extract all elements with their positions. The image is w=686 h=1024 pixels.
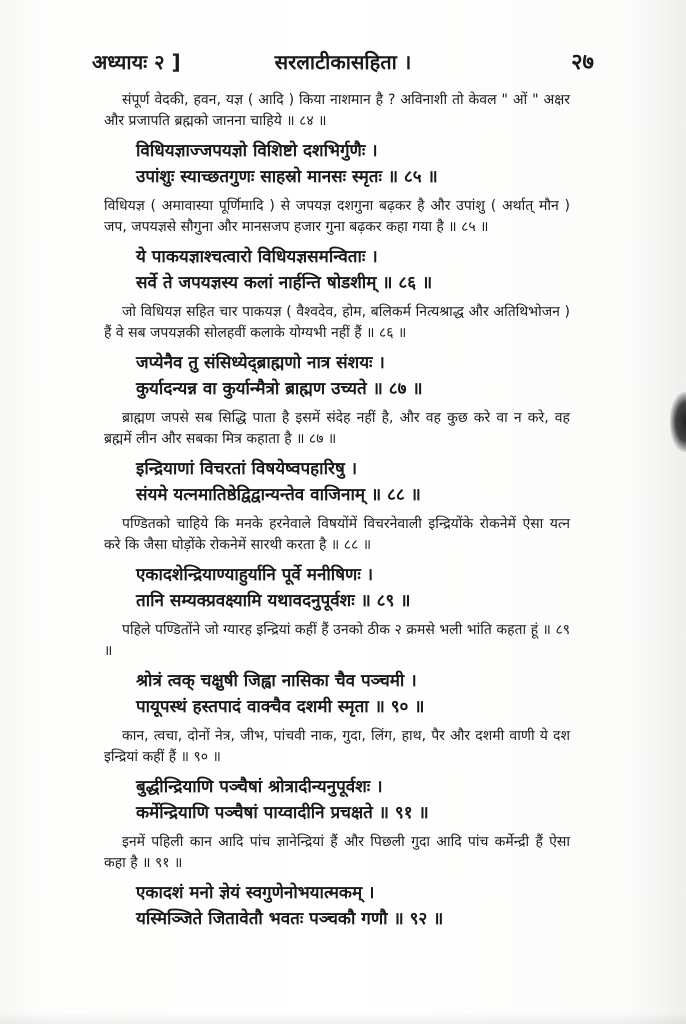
verse-line: संयमे यत्नमातिष्ठेद्विद्वान्यन्तेव वाजिनाम् ॥ ८८ ॥ [136,485,421,505]
sanskrit-verse [136,350,570,402]
sanskrit-verse [136,456,570,508]
verse-line: श्रोत्रं त्वक् चक्षुषी जिह्वा नासिका चैव पञ्चमी । [136,671,417,691]
verse-line: सर्वे ते जपयज्ञस्य कलां नार्हन्ति षोडशीम् ॥ ८६ ॥ [136,273,433,293]
verse-line: कुर्यादन्यन्न वा कुर्यान्मैत्रो ब्राह्मण उच्यते ॥ ८७ ॥ [136,379,423,399]
verse-line: विधियज्ञाज्जपयज्ञो विशिष्टो दशभिर्गुणैः । [136,141,378,161]
page-edge-shadow [0,1012,686,1024]
commentary-paragraph: ब्राह्मण जपसे सब सिद्धि पाता है इसमें संदेह नहीं है, और वह कुछ करे वा न करे, वह ब्रह्ममें लीन और सबका मित्र कहाता है ॥ ८७ ॥ [104,410,570,447]
commentary-paragraph: कान, त्वचा, दोनों नेत्र, जीभ, पांचवी नाक, गुदा, लिंग, हाथ, पैर और दशमी वाणी ये दश इन्द्रियां कहीं हैं ॥ ९० ॥ [104,728,570,765]
sanskrit-verse [136,244,570,296]
commentary-paragraph: जो विधियज्ञ सहित चार पाकयज्ञ ( वैश्वदेव, होम, बलिकर्म नित्यश्राद्ध और अतिथिभोजन ) हैं वे सब जपयज्ञकी सोलहवीं कलाके योग्यभी नहीं हैं ॥ ८६ ॥ [104,304,570,341]
page-number: २७ [571,50,594,75]
verse-line: एकादशं मनो ज्ञेयं स्वगुणेनोभयात्मकम् । [136,883,375,903]
book-spine-shadow [670,392,686,452]
commentary-paragraph: पहिले पण्डितोंने जो ग्यारह इन्द्रियां कहीं हैं उनको ठीक २ क्रमसे भली भांति कहता हूं ॥ ८९ ॥ [104,622,570,659]
page-body [104,84,570,938]
running-title: सरलाटीकासहिता । [274,50,412,74]
sanskrit-verse [136,562,570,614]
verse-line: जप्येनैव तु संसिध्येद्ब्राह्मणो नात्र संशयः । [136,353,385,373]
verse-line: यस्मिञ्जिते जितावेतौ भवतः पञ्चकौ गणौ ॥ ९२ ॥ [136,909,444,929]
sanskrit-verse [136,774,570,826]
page-header [92,44,594,78]
verse-line: ये पाकयज्ञाश्चत्वारो विधियज्ञसमन्विताः । [136,247,378,267]
verse-line: इन्द्रियाणां विचरतां विषयेष्वपहारिषु । [136,459,358,479]
verse-line: पायूपस्थं हस्तपादं वाक्चैव दशमी स्मृता ॥ ९० ॥ [136,697,425,717]
sanskrit-verse [136,138,570,190]
verse-line: उपांशुः स्याच्छतगुणः साहस्रो मानसः स्मृतः ॥ ८५ ॥ [136,167,438,187]
chapter-label: अध्यायः २ ] [92,50,181,74]
commentary-paragraph: विधियज्ञ ( अमावास्या पूर्णिमादि ) से जपयज्ञ दशगुना बढ़कर है और उपांशु ( अर्थात् मौन ) जप, जपयज्ञसे सौगुना और मानसजप हजार गुना बढ़कर कहा गया है ॥ ८५ ॥ [104,198,570,235]
commentary-paragraph: पण्डितको चाहिये कि मनके हरनेवाले विषयोंमें विचरनेवाली इन्द्रियोंके रोकनेमें ऐसा यत्न करे कि जैसा घोड़ोंके रोकनेमें सारथी करता है ॥ ८८ ॥ [104,516,570,553]
sanskrit-verse [136,668,570,720]
sanskrit-verse [136,880,570,932]
verse-line: बुद्धीन्द्रियाणि पञ्चैषां श्रोत्रादीन्यनुपूर्वशः । [136,777,383,797]
verse-line: एकादशेन्द्रियाण्याहुर्यानि पूर्वे मनीषिणः । [136,565,374,585]
verse-line: कर्मेन्द्रियाणि पञ्चैषां पाय्वादीनि प्रचक्षते ॥ ९१ ॥ [136,803,429,823]
commentary-paragraph: संपूर्ण वेदकी, हवन, यज्ञ ( आदि ) किया नाशमान है ? अविनाशी तो केवल " ओं " अक्षर और प्रजापति ब्रह्मको जानना चाहिये ॥ ८४ ॥ [104,92,570,129]
commentary-paragraph: इनमें पहिली कान आदि पांच ज्ञानेन्द्रियां हैं और पिछली गुदा आदि पांच कर्मेन्द्री हैं ऐसा कहा है ॥ ९१ ॥ [104,834,570,871]
verse-line: तानि सम्यक्प्रवक्ष्यामि यथावदनुपूर्वशः ॥ ८९ ॥ [136,591,411,611]
